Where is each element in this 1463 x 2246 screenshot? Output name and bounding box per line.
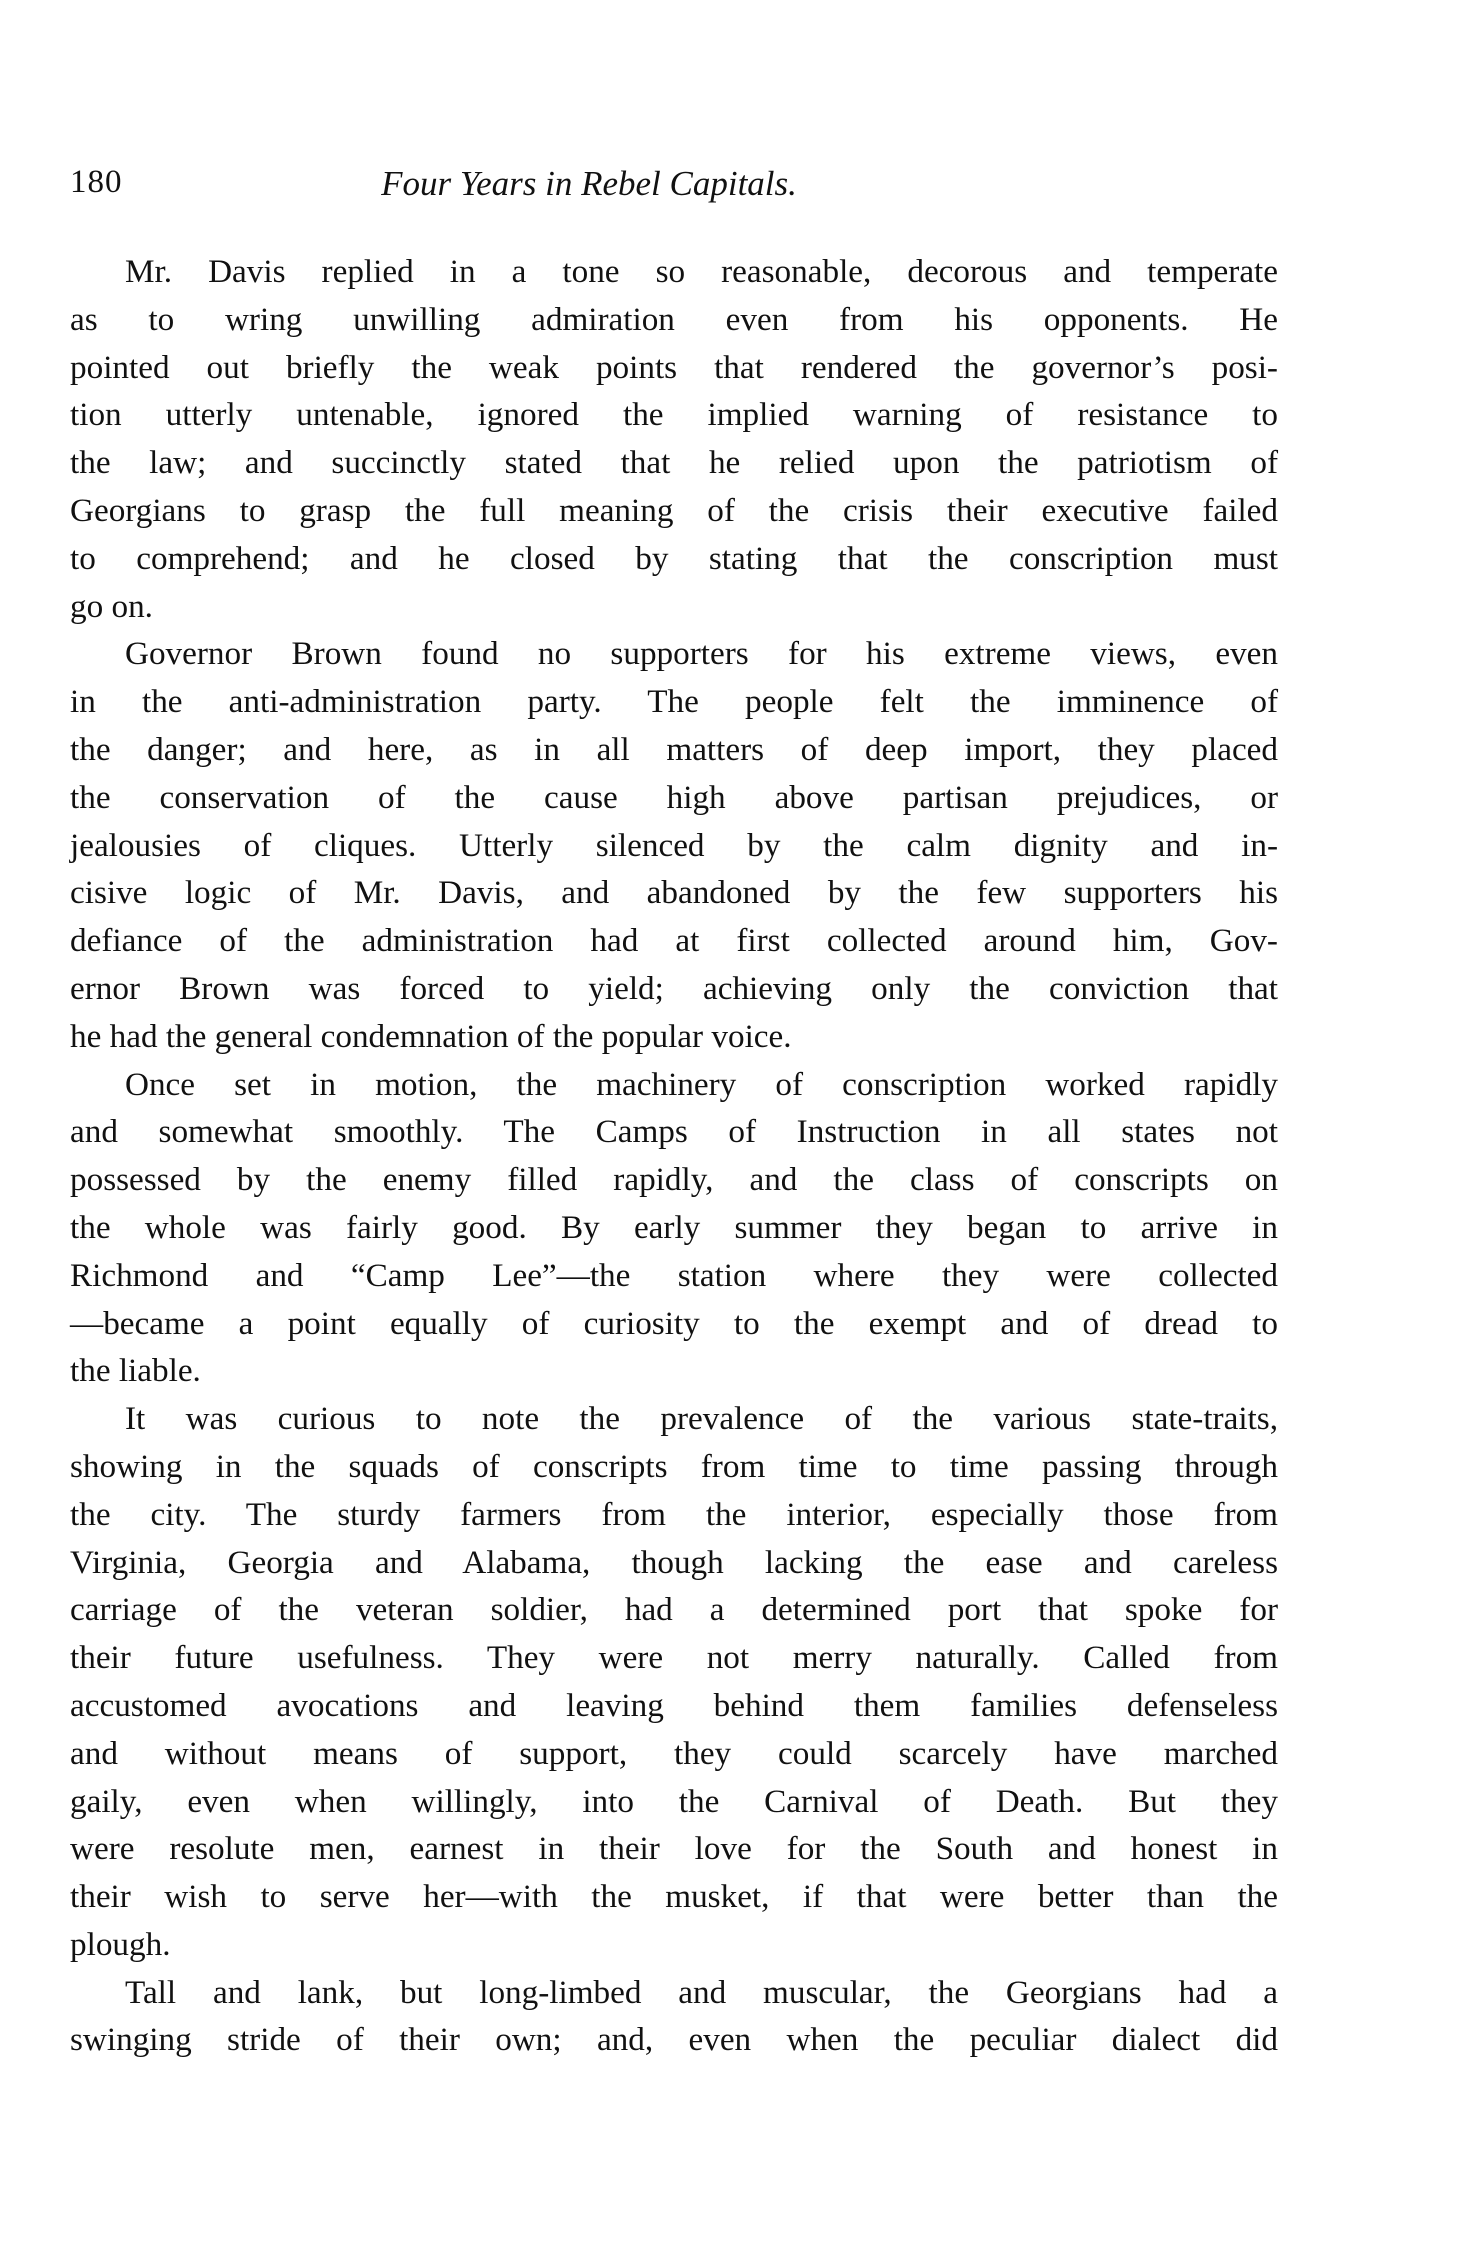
text-line: Governor Brown found no supporters for his extreme views, even (125, 635, 1278, 673)
text-line: —became a point equally of curiosity to the exempt and of dread to (70, 1304, 1278, 1342)
text-line: the whole was fairly good. By early summer they began to arrive in (70, 1208, 1278, 1246)
text-line: showing in the squads of conscripts from time to time passing through (70, 1447, 1278, 1485)
text-line: Once set in motion, the machinery of conscription worked rapidly (125, 1065, 1278, 1103)
text-line: Richmond and “Camp Lee”—the station where they were collected (70, 1256, 1278, 1294)
paragraph (70, 248, 1278, 630)
text-line: the danger; and here, as in all matters of deep import, they placed (70, 730, 1278, 768)
text-line: and without means of support, they could scarcely have marched (70, 1734, 1278, 1772)
text-line: their wish to serve her—with the musket, if that were better than the (70, 1878, 1278, 1916)
text-line: defiance of the administration had at first collected around him, Gov- (70, 922, 1278, 960)
paragraph (70, 1969, 1278, 2065)
text-line: ernor Brown was forced to yield; achieving only the conviction that (70, 969, 1278, 1007)
text-line: in the anti-administration party. The people felt the imminence of (70, 683, 1278, 721)
text-line: cisive logic of Mr. Davis, and abandoned by the few supporters his (70, 874, 1278, 912)
text-line: accustomed avocations and leaving behind them families defenseless (70, 1686, 1278, 1724)
text-line: swinging stride of their own; and, even when the peculiar dialect did (70, 2021, 1278, 2059)
page-body (70, 248, 1278, 2064)
paragraph (70, 1061, 1278, 1396)
text-line: as to wring unwilling admiration even from his opponents. He (70, 300, 1278, 338)
text-line: gaily, even when willingly, into the Carnival of Death. But they (70, 1782, 1278, 1820)
text-line: to comprehend; and he closed by stating that the conscription must (70, 539, 1278, 577)
text-line: he had the general condemnation of the popular voice. (70, 1017, 792, 1055)
text-line: the conservation of the cause high above partisan prejudices, or (70, 778, 1278, 816)
text-line: Mr. Davis replied in a tone so reasonable, decorous and temperate (125, 253, 1278, 290)
paragraph (70, 630, 1278, 1060)
text-line: tion utterly untenable, ignored the implied warning of resistance to (70, 396, 1278, 434)
text-line: the city. The sturdy farmers from the interior, especially those from (70, 1495, 1278, 1533)
text-line: were resolute men, earnest in their love for the South and honest in (70, 1830, 1278, 1868)
text-line: the liable. (70, 1352, 201, 1390)
text-line: Georgians to grasp the full meaning of the crisis their executive failed (70, 491, 1278, 529)
book-page (70, 150, 1278, 2064)
page-number: 180 (70, 164, 123, 200)
page-header (70, 150, 1278, 222)
text-line: and somewhat smoothly. The Camps of Instruction in all states not (70, 1113, 1278, 1151)
running-title: Four Years in Rebel Capitals. (381, 164, 797, 203)
paragraph (70, 1395, 1278, 1969)
text-line: carriage of the veteran soldier, had a determined port that spoke for (70, 1591, 1278, 1629)
text-line: Tall and lank, but long-limbed and muscular, the Georgians had a (125, 1973, 1278, 2011)
text-line: plough. (70, 1925, 171, 1963)
text-line: their future usefulness. They were not merry naturally. Called from (70, 1639, 1278, 1677)
text-line: the law; and succinctly stated that he relied upon the patriotism of (70, 444, 1278, 482)
text-line: possessed by the enemy filled rapidly, and the class of conscripts on (70, 1161, 1278, 1199)
text-line: Virginia, Georgia and Alabama, though lacking the ease and careless (70, 1543, 1278, 1581)
text-line: It was curious to note the prevalence of the various state-traits, (125, 1400, 1278, 1438)
text-line: jealousies of cliques. Utterly silenced by the calm dignity and in- (70, 826, 1278, 864)
text-line: go on. (70, 587, 153, 625)
text-line: pointed out briefly the weak points that rendered the governor’s posi- (70, 348, 1278, 386)
